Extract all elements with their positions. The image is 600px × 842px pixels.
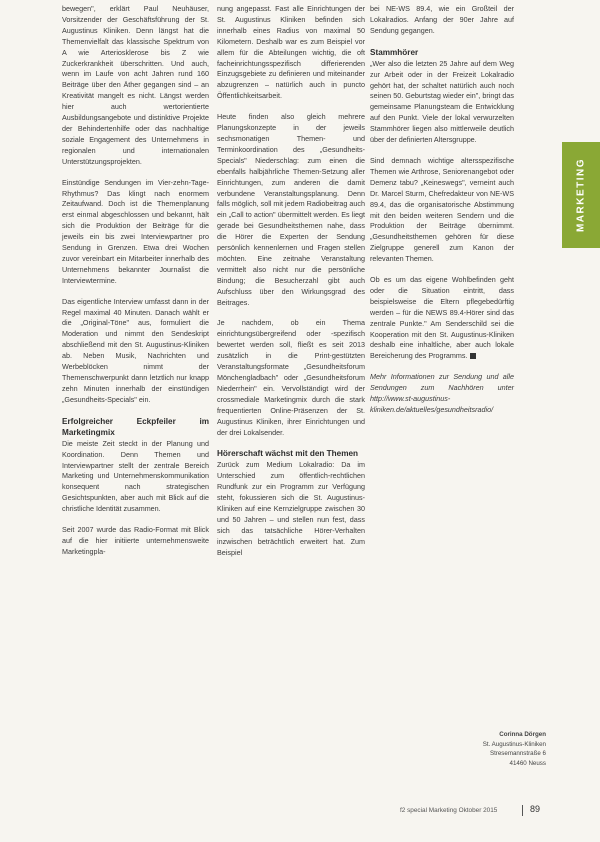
paragraph: Die meiste Zeit steckt in der Planung und Koordination. Denn Themen und Interviewpartner stellt der zentrale Bereich Marketing und Unternehmenskommunikation konsequent nach strategischen Gesichtspunkten, aber auch mit Blick auf die christliche Identität zusammen. bbox=[62, 438, 209, 514]
paragraph: Zurück zum Medium Lokalradio: Da im Unterschied zum öffentlich-rechtlichen Rundfunk zur ein Programm zur Verfügung steht, fokussieren sich die St. Augustinus-Kliniken auf eine Kernzielgruppe zwischen 30 und 50 Jahren – und stellen nun fest, dass sich das tatsächliche Hörer-Verhalten inzwischen beträchtlich erweitert hat. Zum Beispiel bbox=[217, 460, 365, 557]
section-heading: Erfolgreicher Eckpfeiler im Marketingmix bbox=[62, 416, 209, 437]
text-column-2 bbox=[217, 4, 365, 569]
paragraph: „Wer also die letzten 25 Jahre auf dem Weg zur Arbeit oder in der Freizeit Lokalradio gehört hat, der schaltet natürlich auch noch seinen 50. Geburtstag wieder ein", bringt das gemeinsame Planungsteam die Entwicklung auf den Punkt. Viele der lokal verwurzelten Stammhörer liegen also mittlerweile deutlich über der definierten Altersgruppe. bbox=[370, 58, 514, 145]
paragraph-last bbox=[370, 275, 514, 362]
section-heading: Hörerschaft wächst mit den Themen bbox=[217, 449, 359, 459]
paragraph: bei NE-WS 89.4, wie ein Großteil der Lokalradios. Anfang der 90er Jahre auf Sendung gegangen. bbox=[370, 4, 514, 35]
page-number: 89 bbox=[530, 804, 541, 814]
paragraph: Sind demnach wichtige altersspezifische Themen wie Arthrose, Seniorenangebot oder Demenz tabu? „Keineswegs", verneint auch Dr. Marcel Sturm, Chefredakteur von NE-WS 89.4, das die organisatorische Abstimmung mit den beiden weiteren Sendern und die Produktion der Beiträge übernimmt. „Gesundheitsthemen gehören für diese Zielgruppe generell zum Kanon der relevanten Themen. bbox=[370, 155, 514, 264]
paragraph: Das eigentliche Interview umfasst dann in der Regel maximal 40 Minuten. Danach wählt er die „Original-Töne" aus, formuliert die Moderation und nimmt den Sendeskript abschließend mit den St. Augustinus-Kliniken ab. Neben Musik, Nachrichten und Werbeblöcken nimmt der Themenschwerpunkt dann letztlich nur knapp zehn Minuten innerhalb der einstündigen „Gesundheits-Specials" ein. bbox=[62, 296, 209, 404]
end-mark-icon bbox=[470, 353, 476, 359]
paragraph: Einstündige Sendungen im Vier-zehn-Tage-Rhythmus? Das klingt nach enormem Zeitaufwand. Doch ist die Themenplanung erst einmal abgeschlossen und bekannt, hält sich die Produktion der Beiträge für die jeweils ein bis zwei Interviewpartner pro Sendung in Grenzen. Etwa drei Wochen zuvor vereinbart ein Mitarbeiter innerhalb des Unternehmens bekannter Journalist die Interviewtermine. bbox=[62, 177, 209, 285]
author-name: Corinna Dörgen bbox=[499, 731, 546, 738]
section-heading: Stammhörer bbox=[370, 47, 419, 57]
author-street: Stresemannstraße 6 bbox=[489, 750, 546, 758]
footer-source: f2 special Marketing Oktober 2015 bbox=[400, 807, 498, 814]
author-city: 41460 Neuss bbox=[509, 759, 546, 767]
info-note: Mehr Informationen zur Sendung und alle Sendungen zum Nachhören unter http://www.st-augustinus-kliniken.de/aktuelles/gesundheitsradio/ bbox=[370, 372, 514, 414]
author-caption bbox=[440, 730, 546, 768]
paragraph-text: Ob es um das eigene Wohlbefinden geht oder die Situation eintritt, dass beispielsweise die Eltern pflegebedürftig werden – für die NEWS 89.4-Hörer sind das zentrale Punkte." Am Senderschild sei die Kooperation mit den St. Augustinus-Kliniken deshalb eine inhaltliche, aber auch lokale Bereicherung des Programms. bbox=[370, 275, 514, 361]
paragraph: bewegen", erklärt Paul Neuhäuser, Vorsitzender der Geschäftsführung der St. Augustinus Kliniken. Denn längst hat die Themenvielfalt das klassische Spektrum von A wie Arteriosklerose bis Z wie Zuckerkrankheit überschritten. Und auch, wenn im Laufe von acht Jahren rund 160 Beiträge über den Äther gegangen sind – an Kreativität mangelt es nicht. Längst werden hier auch wertorientierte Ausbildungsangebote und distinktive Projekte der Behindertenhilfe oder das nachhaltige soziale Engagement des Unternehmens in regionalen und internationalen Unterstützungsprojekten. bbox=[62, 4, 209, 166]
author-org: St. Augustinus-Kliniken bbox=[482, 740, 546, 748]
section-tab bbox=[562, 142, 600, 248]
paragraph: Heute finden also gleich mehrere Planungskonzepte in der jeweils sechsmonatigen Themen- und Terminkoordination des „Gesundheits-Specials" Niederschlag: zum einen die ebenfalls halbjährliche Themen-Setzung aller Einrichtungen, zum anderen die damit verbundene Veranstaltungsplanung. Denn falls möglich, soll mit jedem Radiobeitrag auch ein „Call to action" übermittelt werden. Es liegt gerade bei Gesundheitsthemen nahe, dass die Hörer die Experten der Sendung persönlich kennenlernen und Fragen stellen möchten. Eine zeitnahe Veranstaltung vermittelt also nicht nur die persönliche Bindung; die Besucherzahl gibt auch Aufschluss über den Wirkungsgrad des Beitrages. bbox=[217, 112, 365, 307]
text-column-1 bbox=[62, 4, 209, 568]
text-column-3 bbox=[370, 4, 514, 426]
paragraph: Seit 2007 wurde das Radio-Format mit Blick auf die hier initiierte unternehmensweite Marketingpla- bbox=[62, 525, 209, 556]
section-tab-label: MARKETING bbox=[575, 157, 587, 233]
paragraph: Je nachdem, ob ein Thema einrichtungsübergreifend oder -spezifisch bewertet werden soll, fließt es seit 2013 zusätzlich in die Print-gestützten Veranstaltungsformate „Gesundheitsforum Mönchengladbach" oder „Gesundheitsforum Niederrhein" ein. Vervollständigt wird der crossmediale Marketingmix durch die stark frequentierten Online-Präsenzen der St. Augustinus Kliniken, ihrer Einrichtungen und der drei Lokalsender. bbox=[217, 318, 365, 437]
footer-divider bbox=[522, 805, 523, 816]
paragraph: nung angepasst. Fast alle Einrichtungen der St. Augustinus Kliniken befinden sich innerhalb eines Radius von maximal 50 Kilometern. Deshalb war es zum Beispiel vor allem für die Abteilungen wichtig, die oft facheinrichtungsspezifisch differierenden Einzugsgebiete zu definieren und miteinander abzugrenzen – natürlich auch in puncto Öffentlichkeitsarbeit. bbox=[217, 4, 365, 101]
